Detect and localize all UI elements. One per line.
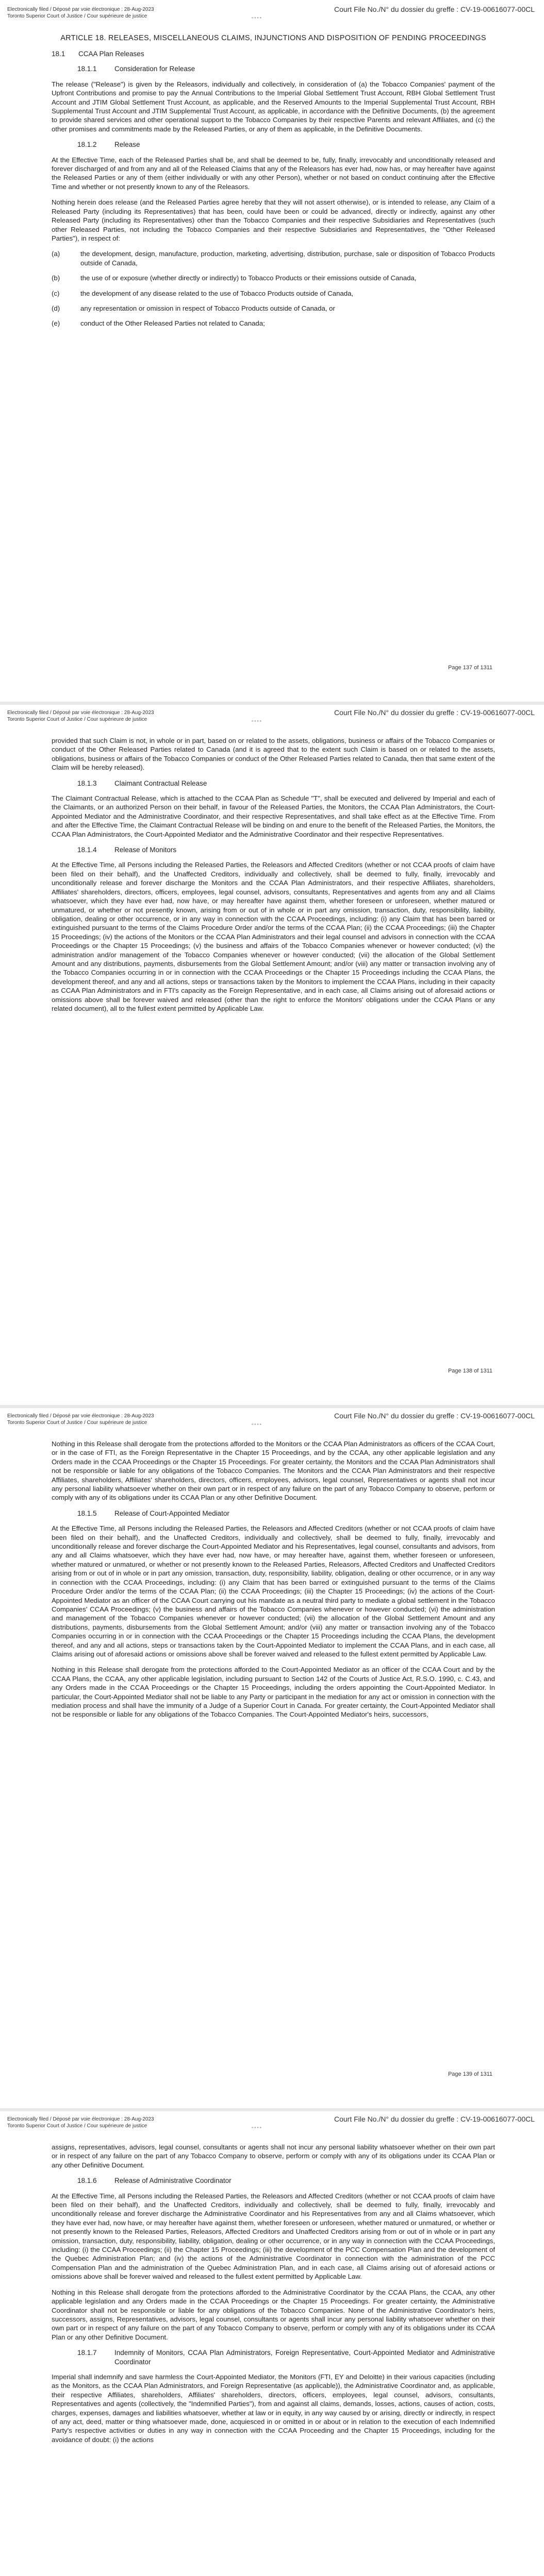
filing-stamp-line-2: Toronto Superior Court of Justice / Cour supérieure de justice [7,717,147,722]
filing-stamp-line-1: Electronically filed / Déposé par voie électronique : 28-Aug-2023 [7,710,154,716]
filing-stamp [7,709,154,723]
paragraph: At the Effective Time, each of the Released Parties shall be, and shall be deemed to be, fully, finally, irrevocably and unconditionally released and forever discharged of and from any and all of the Released Claims that any of the Releasors has ever had, now has, or may hereafter have against the Released Parties or any of them (either individually or with any other Person), whether or not based on conduct continuing after the Effective Time and whether or not presently known to any of the Releasors. [52,156,495,191]
list-item-label: (b) [52,274,60,282]
list-item-label: (c) [52,289,60,297]
subsection-number: 18.1.7 [77,2349,97,2357]
subsection-title: Claimant Contractual Release [114,779,207,787]
list-item-label: (e) [52,319,60,328]
paragraph: The Claimant Contractual Release, which is attached to the CCAA Plan as Schedule "T", shall be executed and delivered by Imperial and each of the Claimants, or an authorized Person on their behalf, in favour of the Released Parties, the Monitors, the CCAA Plan Administrators, the Court-Appointed Mediator and the Administrative Coordinator, and their respective Representatives, and shall take effect as at the Effective Time. From and after the Effective Time, the Claimant Contractual Release will be binding on and enure to the benefit of the Released Parties, the Monitors, the CCAA Plan Administrators, the Court-Appointed Mediator and the Administrative Coordinator and their respective Representatives. [52,794,495,838]
list-item-label: (d) [52,304,60,312]
subsection-heading [77,845,495,854]
paragraph: At the Effective Time, all Persons including the Released Parties, the Releasors and Affected Creditors (whether or not CCAA proofs of claim have been filed on their behalf), and the Unaffected Creditors, individually and collectively, shall be deemed to fully, finally, irrevocably and unconditionally release and forever discharge the Court-Appointed Mediator and his Representatives, legal counsel, consultants and advisors, from any and all Claims whatsoever, which they have ever had, now have, or may hereafter have, against them, whether foreseen or unforeseen, whether matured or unmatured, or whether or not presently known to the Released Parties, Releasors, Affected Creditors and Unaffected Creditors arising from or out of in whole or in part any omission, transaction, duty, responsibility, liability, obligation, dealing or other occurrence, or in any way in connection with the CCAA Proceedings, including: (i) any Claim that has been barred or extinguished pursuant to the terms of the Claims Procedure Order and/or the terms of the CCAA Plan; (ii) the CCAA Proceedings; (iii) the Chapter 15 Proceedings; (iv) the actions of the Court-Appointed Mediator as an officer of the CCAA Court carrying out his mandate as a neutral third party to mediate a global settlement in the Tobacco Companies' CCAA Proceedings; (v) the business and affairs of the Tobacco Companies whenever or however conducted; (vi) the administration and management of the Tobacco Companies whenever or however conducted; (vii) the allocation of the Global Settlement Amount and any distributions, payments, disbursements from the Global Settlement Amount; and/or (viii) any matter or transaction involving any of the Tobacco Companies occurring in or in connection with the CCAA Proceedings or the Chapter 15 Proceedings including the CCAA Plans, the development thereof, and any and all actions, steps or transactions taken by the Court-Appointed Mediator to implement the CCAA Plans, and in each case, all Claims arising out of aforesaid actions or omissions above shall be forever waived and released to the fullest extent permitted by Applicable Law. [52,1524,495,1658]
page [0,1406,544,2110]
list-item-text: the development, design, manufacture, production, marketing, advertising, distribution, purchase, sale or disposition of Tobacco Products outside of Canada, [80,250,495,267]
list-item-text: the use of or exposure (whether directly or indirectly) to Tobacco Products or their emissions outside of Canada, [80,274,417,282]
list-item [52,289,495,298]
paragraph: The release ("Release") is given by the Releasors, individually and collectively, in consideration of (a) the Tobacco Companies' payment of the Upfront Contributions and promise to pay the Annual Contributions to the Imperial Global Settlement Trust Account, RBH Global Settlement Trust Account and JTIM Global Settlement Trust Account, as applicable, and the Reserved Amounts to the Imperial Supplemental Trust Account, RBH Supplemental Trust Account and JTIM Supplemental Trust Account, as applicable, in accordance with the Definitive Documents, (b) the agreement to provide shared services and other operational support to the Tobacco Companies by their respective Parents and relevant Affiliates, and (c) the other promises and commitments made by the Released Parties, or any of them as applicable, in the Definitive Documents. [52,80,495,133]
subsection-title: Indemnity of Monitors, CCAA Plan Administrators, Foreign Representative, Court-Appointed Mediator and Administrative Coordinator [114,2349,495,2366]
filing-stamp-line-2: Toronto Superior Court of Justice / Cour supérieure de justice [7,2123,147,2129]
article-heading: ARTICLE 18. RELEASES, MISCELLANEOUS CLAIMS, INJUNCTIONS AND DISPOSITION OF PENDING PROCEEDINGS [60,34,486,42]
page-number: Page 138 of 1311 [448,1368,492,1374]
subsection-title: Release of Court-Appointed Mediator [114,1509,229,1517]
court-file-number: Court File No./N° du dossier du greffe : CV-19-00616077-00CL [334,5,535,13]
filing-stamp [7,1413,154,1426]
subsection-number: 18.1.2 [77,141,97,149]
header-mark: """" [252,2126,262,2131]
court-file-number: Court File No./N° du dossier du greffe : CV-19-00616077-00CL [334,708,535,717]
subsection-heading [77,1509,495,1518]
list-item-text: the development of any disease related to the use of Tobacco Products outside of Canada, [80,289,354,297]
list-item-text: conduct of the Other Released Parties not related to Canada; [80,319,265,328]
subsection-title: Release of Administrative Coordinator [114,2177,232,2185]
filing-stamp-line-1: Electronically filed / Déposé par voie électronique : 28-Aug-2023 [7,2116,154,2122]
list-item-text: any representation or omission in respect of Tobacco Products outside of Canada, or [80,304,335,312]
filing-stamp [7,2116,154,2129]
subsection-number: 18.1.5 [77,1509,97,1517]
filing-stamp [7,6,154,20]
subsection-number: 18.1.3 [77,779,97,787]
filing-stamp-line-1: Electronically filed / Déposé par voie électronique : 28-Aug-2023 [7,7,154,12]
filing-stamp-line-1: Electronically filed / Déposé par voie électronique : 28-Aug-2023 [7,1413,154,1419]
list-item [52,304,495,313]
page [0,703,544,1406]
subsection-heading [77,779,495,788]
list-item [52,249,495,267]
page-content [52,33,495,334]
page-number: Page 137 of 1311 [448,665,492,671]
filing-stamp-line-2: Toronto Superior Court of Justice / Cour supérieure de justice [7,1420,147,1426]
page-number: Page 139 of 1311 [448,2071,492,2077]
court-file-number: Court File No./N° du dossier du greffe : CV-19-00616077-00CL [334,1412,535,1420]
page-content [52,736,495,1020]
filing-stamp-line-2: Toronto Superior Court of Justice / Cour supérieure de justice [7,13,147,19]
subsection-heading [77,2176,495,2185]
paragraph: At the Effective Time, all Persons including the Released Parties, the Releasors and Affected Creditors (whether or not CCAA proofs of claim have been filed on their behalf), and the Unaffected Creditors, individually and collectively, shall be deemed to fully, finally, irrevocably and unconditionally release and forever discharge the Monitors and the CCAA Plan Administrators, and their respective Affiliates, shareholders, Affiliates' shareholders, directors, officers, employees, legal counsel, advisors, consultants, Representatives and agents from any and all Claims whatsoever, which they have ever had, now have, or may hereafter have against them, whether foreseen or unforeseen, whether matured or unmatured, or whether or not presently known, arising from or out of in whole or in part any omission, transaction, duty, responsibility, liability, obligation, dealing or other occurrence, or in any way in connection with the CCAA Proceedings, including: (i) any Claim that has been barred or extinguished pursuant to the terms of the Claims Procedure Order and/or the terms of the CCAA Plan; (ii) the CCAA Proceedings; (iii) the Chapter 15 Proceedings; (iv) the actions of the Monitors or the CCAA Plan Administrators and their legal counsel and advisors in connection with the CCAA Proceedings or the Chapter 15 Proceedings; (v) the business and affairs of the Tobacco Companies whenever or however conducted; (vi) the administration and/or management of the Tobacco Companies whenever or however conducted; (vii) the allocation of the Global Settlement Amount and any distributions, payments, disbursements from the Global Settlement Amount; and/or (viii) any matter or transaction involving any of the Tobacco Companies occurring in or in connection with the CCAA Proceedings or the Chapter 15 Proceedings including the CCAA Plans, the development thereof, and any and all actions, steps or transactions taken by the Monitors to implement the CCAA Plans, including in their capacity as CCAA Plan Administrators and in FTI's capacity as the Foreign Representative, and in each case, all Claims arising out of aforesaid actions or omissions above shall be forever waived and released (other than the right to enforce the Monitors' obligations under the CCAA Plans or any related document), all to the fullest extent permitted by Applicable Law. [52,861,495,1012]
paragraph: Nothing in this Release shall derogate from the protections afforded to the Court-Appointed Mediator as an officer of the CCAA Court and by the CCAA Plans, the CCAA, any other applicable legislation, including pursuant to Section 142 of the Courts of Justice Act, R.S.O. 1990, c. C.43, and any Orders made in the CCAA Proceedings or the Chapter 15 Proceedings, including the orders appointing the Court-Appointed Mediator. In particular, the Court-Appointed Mediator shall not be liable to any Party or participant in the mediation for any act or omission in connection with the mediation process and shall have the immunity of a Judge of a Superior Court in Canada. For greater certainty, the Court-Appointed Mediator shall not be responsible or liable for any obligations of the Tobacco Companies. The Court-Appointed Mediator's heirs, successors, [52,1666,495,1719]
subsection-title: Consideration for Release [114,65,195,73]
subsection-heading [77,64,495,73]
section-number: 18.1 [52,50,65,58]
subsection-number: 18.1.6 [77,2177,97,2185]
section-title: CCAA Plan Releases [78,50,144,58]
page [0,2110,544,2576]
paragraph: provided that such Claim is not, in whole or in part, based on or related to the assets, obligations, business or affairs of the Tobacco Companies or conduct of the Other Released Parties related to Canada (and it is agreed that to the extent such Claim is based on or related to the assets, obligations, business or affairs of the Tobacco Companies or conduct of the Other Released Parties related to Canada, then that same extent of the Claim will be hereby released). [52,737,495,772]
list-item [52,319,495,328]
paragraph: assigns, representatives, advisors, legal counsel, consultants or agents shall not incur any personal liability whatsoever whether on their own part or in respect of any failure on the part of any Tobacco Company to observe, perform or comply with any of its obligations under its CCAA Plan or any other Definitive Document. [52,2143,495,2169]
list-item-label: (a) [52,250,60,258]
subsection-heading [77,2348,495,2366]
court-file-number: Court File No./N° du dossier du greffe : CV-19-00616077-00CL [334,2115,535,2123]
header-mark: """" [252,720,262,725]
subsection-title: Release [114,141,140,149]
paragraph: Nothing in this Release shall derogate from the protections afforded to the Monitors or the CCAA Plan Administrators as officers of the CCAA Court, or in the case of FTI, as the Foreign Representative in the Chapter 15 Proceedings, and by the CCAA, any other applicable legislation and any Orders made in the CCAA Proceedings or the Chapter 15 Proceedings. For greater certainty, the Monitors and the CCAA Plan Administrators shall not be responsible or liable for any obligations of the Tobacco Companies. The Monitors and the CCAA Plan Administrators and their respective Affiliates, shareholders, Affiliates' shareholders, directors, officers, employees, advisors, legal counsel, Representatives or agents shall not incur any personal liability whatsoever whether on their own part or in respect of any failure on the part of any Tobacco Company to observe, perform or comply with any of its obligations under its CCAA Plan or any other Definitive Document. [52,1440,495,1502]
paragraph: Imperial shall indemnify and save harmless the Court-Appointed Mediator, the Monitors (FTI, EY and Deloitte) in their various capacities (including as the Monitors, as the CCAA Plan Administrators, and Foreign Representative (as applicable)), the Administrative Coordinator and, as applicable, their respective Affiliates, shareholders, Affiliates' shareholders, directors, officers, employees, legal counsel, advisors, consultants, Representatives and agents (collectively, the "Indemnified Parties"), from and against all claims, demands, losses, actions, causes of action, costs, charges, expenses, damages and liabilities whatsoever, whether at law or in equity, in any way caused by or arising, directly or indirectly, in respect of any act, deed, matter or thing whatsoever made, done, acquiesced in or omitted in or about or in relation to the execution of each Indemnified Party's respective activities or duties in any way in connection with the CCAA Proceeding and the Chapter 15 Proceedings, including for the avoidance of doubt: (i) the actions [52,2372,495,2444]
subsection-heading [77,140,495,149]
subsection-number: 18.1.4 [77,846,97,854]
paragraph: At the Effective Time, all Persons including the Released Parties, the Releasors and Affected Creditors (whether or not CCAA proofs of claim have been filed on their behalf), and the Unaffected Creditors, individually and collectively, shall be deemed to fully, finally, irrevocably and unconditionally release and forever discharge the Administrative Coordinator and his Representatives from any and all Claims whatsoever, which they have ever had, now have, or may hereafter have against them, whether foreseen or unforeseen, whether matured or unmatured, or whether or not presently known to the Released Parties, Releasors, Affected Creditors and Unaffected Creditors arising from or out of in whole or in part any omission, transaction, duty, responsibility, liability, obligation, dealing or other occurrence, or in any way in connection with the CCAA Proceedings, including: (i) the CCAA Proceedings; (ii) the Chapter 15 Proceedings; (iii) the development of the PCC Compensation Plan and the development of the Quebec Administration Plan; and (iv) the actions of the Administrative Coordinator in connection with the administration of the PCC Compensation Plan and the administration of the Quebec Administration Plan, and in each case, all Claims arising out of aforesaid actions or omissions above shall be forever waived and released to the fullest extent permitted by Applicable Law. [52,2192,495,2281]
subsection-title: Release of Monitors [114,846,177,854]
section-heading [52,49,495,58]
paragraph: Nothing in this Release shall derogate from the protections afforded to the Administrative Coordinator by the CCAA Plans, the CCAA, any other applicable legislation and any Orders made in the CCAA Proceedings or the Chapter 15 Proceedings. For greater certainty, the Administrative Coordinator shall not be responsible or liable for any obligations of the Tobacco Companies. None of the Administrative Coordinator's heirs, successors, assigns, Representatives, advisors, legal counsel, consultants or agents shall incur any personal liability whatsoever whether on their own part or in respect of any failure on the part of any Tobacco Company to observe, perform or comply with any of its obligations under its CCAA Plan or any other Definitive Document. [52,2288,495,2341]
header-mark: """" [252,16,262,22]
list-item [52,274,495,282]
subsection-number: 18.1.1 [77,65,97,73]
page-content [52,2143,495,2451]
page-content [52,1439,495,1726]
paragraph: Nothing herein does release (and the Released Parties agree hereby that they will not assert otherwise), or is intended to release, any Claim of a Released Party (including its Representatives) that has been, could have been or could be advanced, directly or indirectly, against any other Released Party (including its Representatives) other than the Tobacco Companies and their respective Subsidiaries and Representatives (such other Released Parties, not including the Tobacco Companies and their respective Subsidiaries and Representatives, the "Other Released Parties"), in respect of: [52,198,495,242]
page [0,0,544,703]
header-mark: """" [252,1423,262,1428]
